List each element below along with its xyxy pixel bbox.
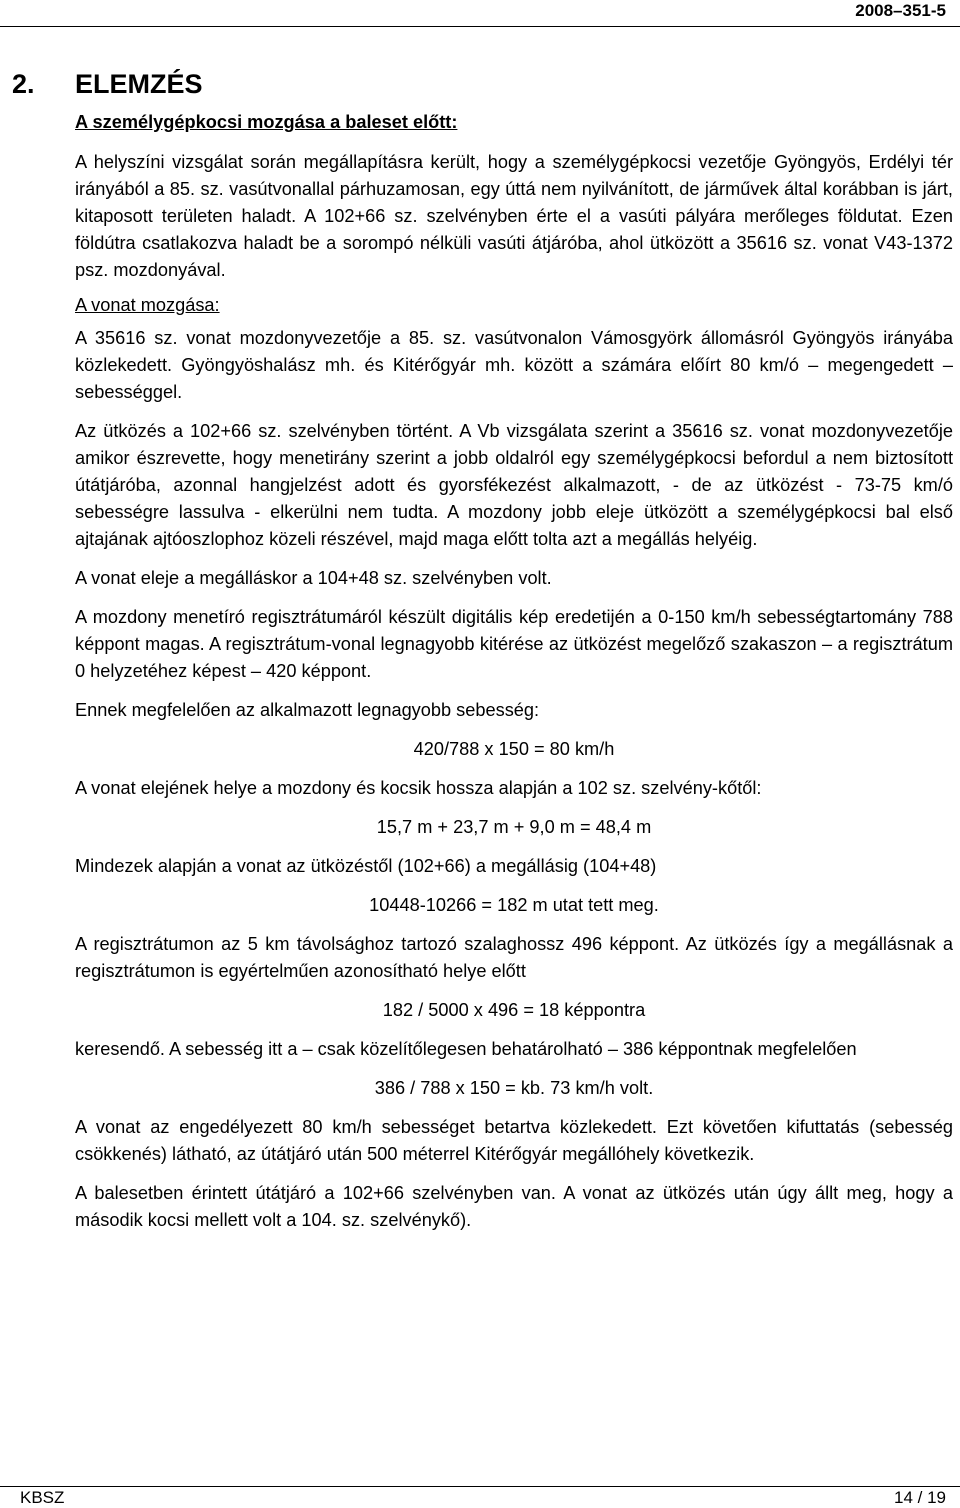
- formula-pixels: 182 / 5000 x 496 = 18 képpontra: [382, 1000, 646, 1020]
- section-number: 2.: [12, 69, 35, 99]
- train-paragraph-5: Ennek megfelelően az alkalmazott legnagyobb sebesség:: [75, 700, 540, 720]
- train-paragraph-9: keresendő. A sebesség itt a – csak közelítőlegesen behatárolható – 386 képpontnak megfelelően: [75, 1039, 857, 1059]
- train-paragraph-11: A balesetben érintett útátjáró a 102+66 szelvényben van. A vonat az ütközés után úgy állt meg, hogy a második kocsi mellett volt a 104. sz. szelvénykő).: [75, 1183, 953, 1230]
- train-paragraph-3: A vonat eleje a megálláskor a 104+48 sz. szelvényben volt.: [75, 568, 552, 588]
- train-paragraph-10: A vonat az engedélyezett 80 km/h sebességet betartva közlekedett. Ezt követően kifuttatás (sebesség csökkenés) látható, az útátjáró után 500 méterrel Kitérőgyár megállóhely következik.: [75, 1117, 953, 1164]
- footer-divider: [0, 1486, 960, 1487]
- section-heading: [12, 64, 953, 104]
- car-movement-heading: A személygépkocsi mozgása a baleset előtt:: [75, 112, 458, 132]
- formula-max-speed: 420/788 x 150 = 80 km/h: [413, 739, 615, 759]
- formula-train-front: 15,7 m + 23,7 m + 9,0 m = 48,4 m: [376, 817, 652, 837]
- formula-impact-speed: 386 / 788 x 150 = kb. 73 km/h volt.: [374, 1078, 654, 1098]
- train-paragraph-7: Mindezek alapján a vonat az ütközéstől (102+66) a megállásig (104+48): [75, 856, 657, 876]
- car-movement-paragraph: A helyszíni vizsgálat során megállapításra került, hogy a személygépkocsi vezetője Gyöngyös, Erdélyi tér irányából a 85. sz. vasútvonallal párhuzamosan, egy úttá nem nyilvánított, de járművek által korábban is járt, kitaposott területen haladt. A 102+66 sz. szelvényben érte el a vasúti pályára merőleges földutat. Ezen földútra csatlakozva haladt be a sorompó nélküli vasúti átjáróba, ahol ütközött a 35616 sz. vonat V43-1372 psz. mozdonyával.: [75, 152, 953, 280]
- document-code: 2008–351-5: [855, 1, 946, 20]
- formula-distance: 10448-10266 = 182 m utat tett meg.: [369, 895, 659, 915]
- train-movement-heading: A vonat mozgása:: [75, 295, 220, 315]
- train-paragraph-1: A 35616 sz. vonat mozdonyvezetője a 85. sz. vasútvonalon Vámosgyörk állomásról Gyöngyös irányába közlekedett. Gyöngyöshalász mh. és Kitérőgyár mh. között a számára előírt 80 km/ó – megengedett – sebességgel.: [75, 328, 953, 402]
- train-paragraph-6: A vonat elejének helye a mozdony és kocsik hossza alapján a 102 sz. szelvény-kőtől:: [75, 778, 762, 798]
- train-paragraph-4: A mozdony menetíró regisztrátumáról készült digitális kép eredetijén a 0-150 km/h sebességtartomány 788 képpont magas. A regisztrátum-vonal legnagyobb kitérése az ütközést megelőző szakaszon – a regisztrátum 0 helyzetéhez képest – 420 képpont.: [75, 607, 953, 681]
- train-paragraph-8: A regisztrátumon az 5 km távolsághoz tartozó szalaghossz 496 képpont. Az ütközés így a megállásnak a regisztrátumon is egyértelműen azonosítható helye előtt: [75, 934, 953, 981]
- page-content: [12, 64, 953, 1234]
- footer-organization: KBSZ: [20, 1488, 65, 1507]
- section-title: ELEMZÉS: [75, 69, 203, 99]
- header-divider: [0, 26, 960, 27]
- train-paragraph-2: Az ütközés a 102+66 sz. szelvényben történt. A Vb vizsgálata szerint a 35616 sz. vonat mozdonyvezetője amikor észrevette, hogy menetirány szerint a jobb oldalról egy személygépkocsi befordul a nem biztosított útátjáróba, azonnal hangjelzést adott és gyorsfékezést alkalmazott, - de az ütközést - 73-75 km/ó sebességre lassulva - elkerülni nem tudta. A mozdony jobb eleje ütközött a személygépkocsi bal első ajtajának ajtóoszlophoz közeli részével, majd maga előtt tolta azt a megállás helyéig.: [75, 421, 953, 549]
- page-number: 14 / 19: [894, 1488, 946, 1507]
